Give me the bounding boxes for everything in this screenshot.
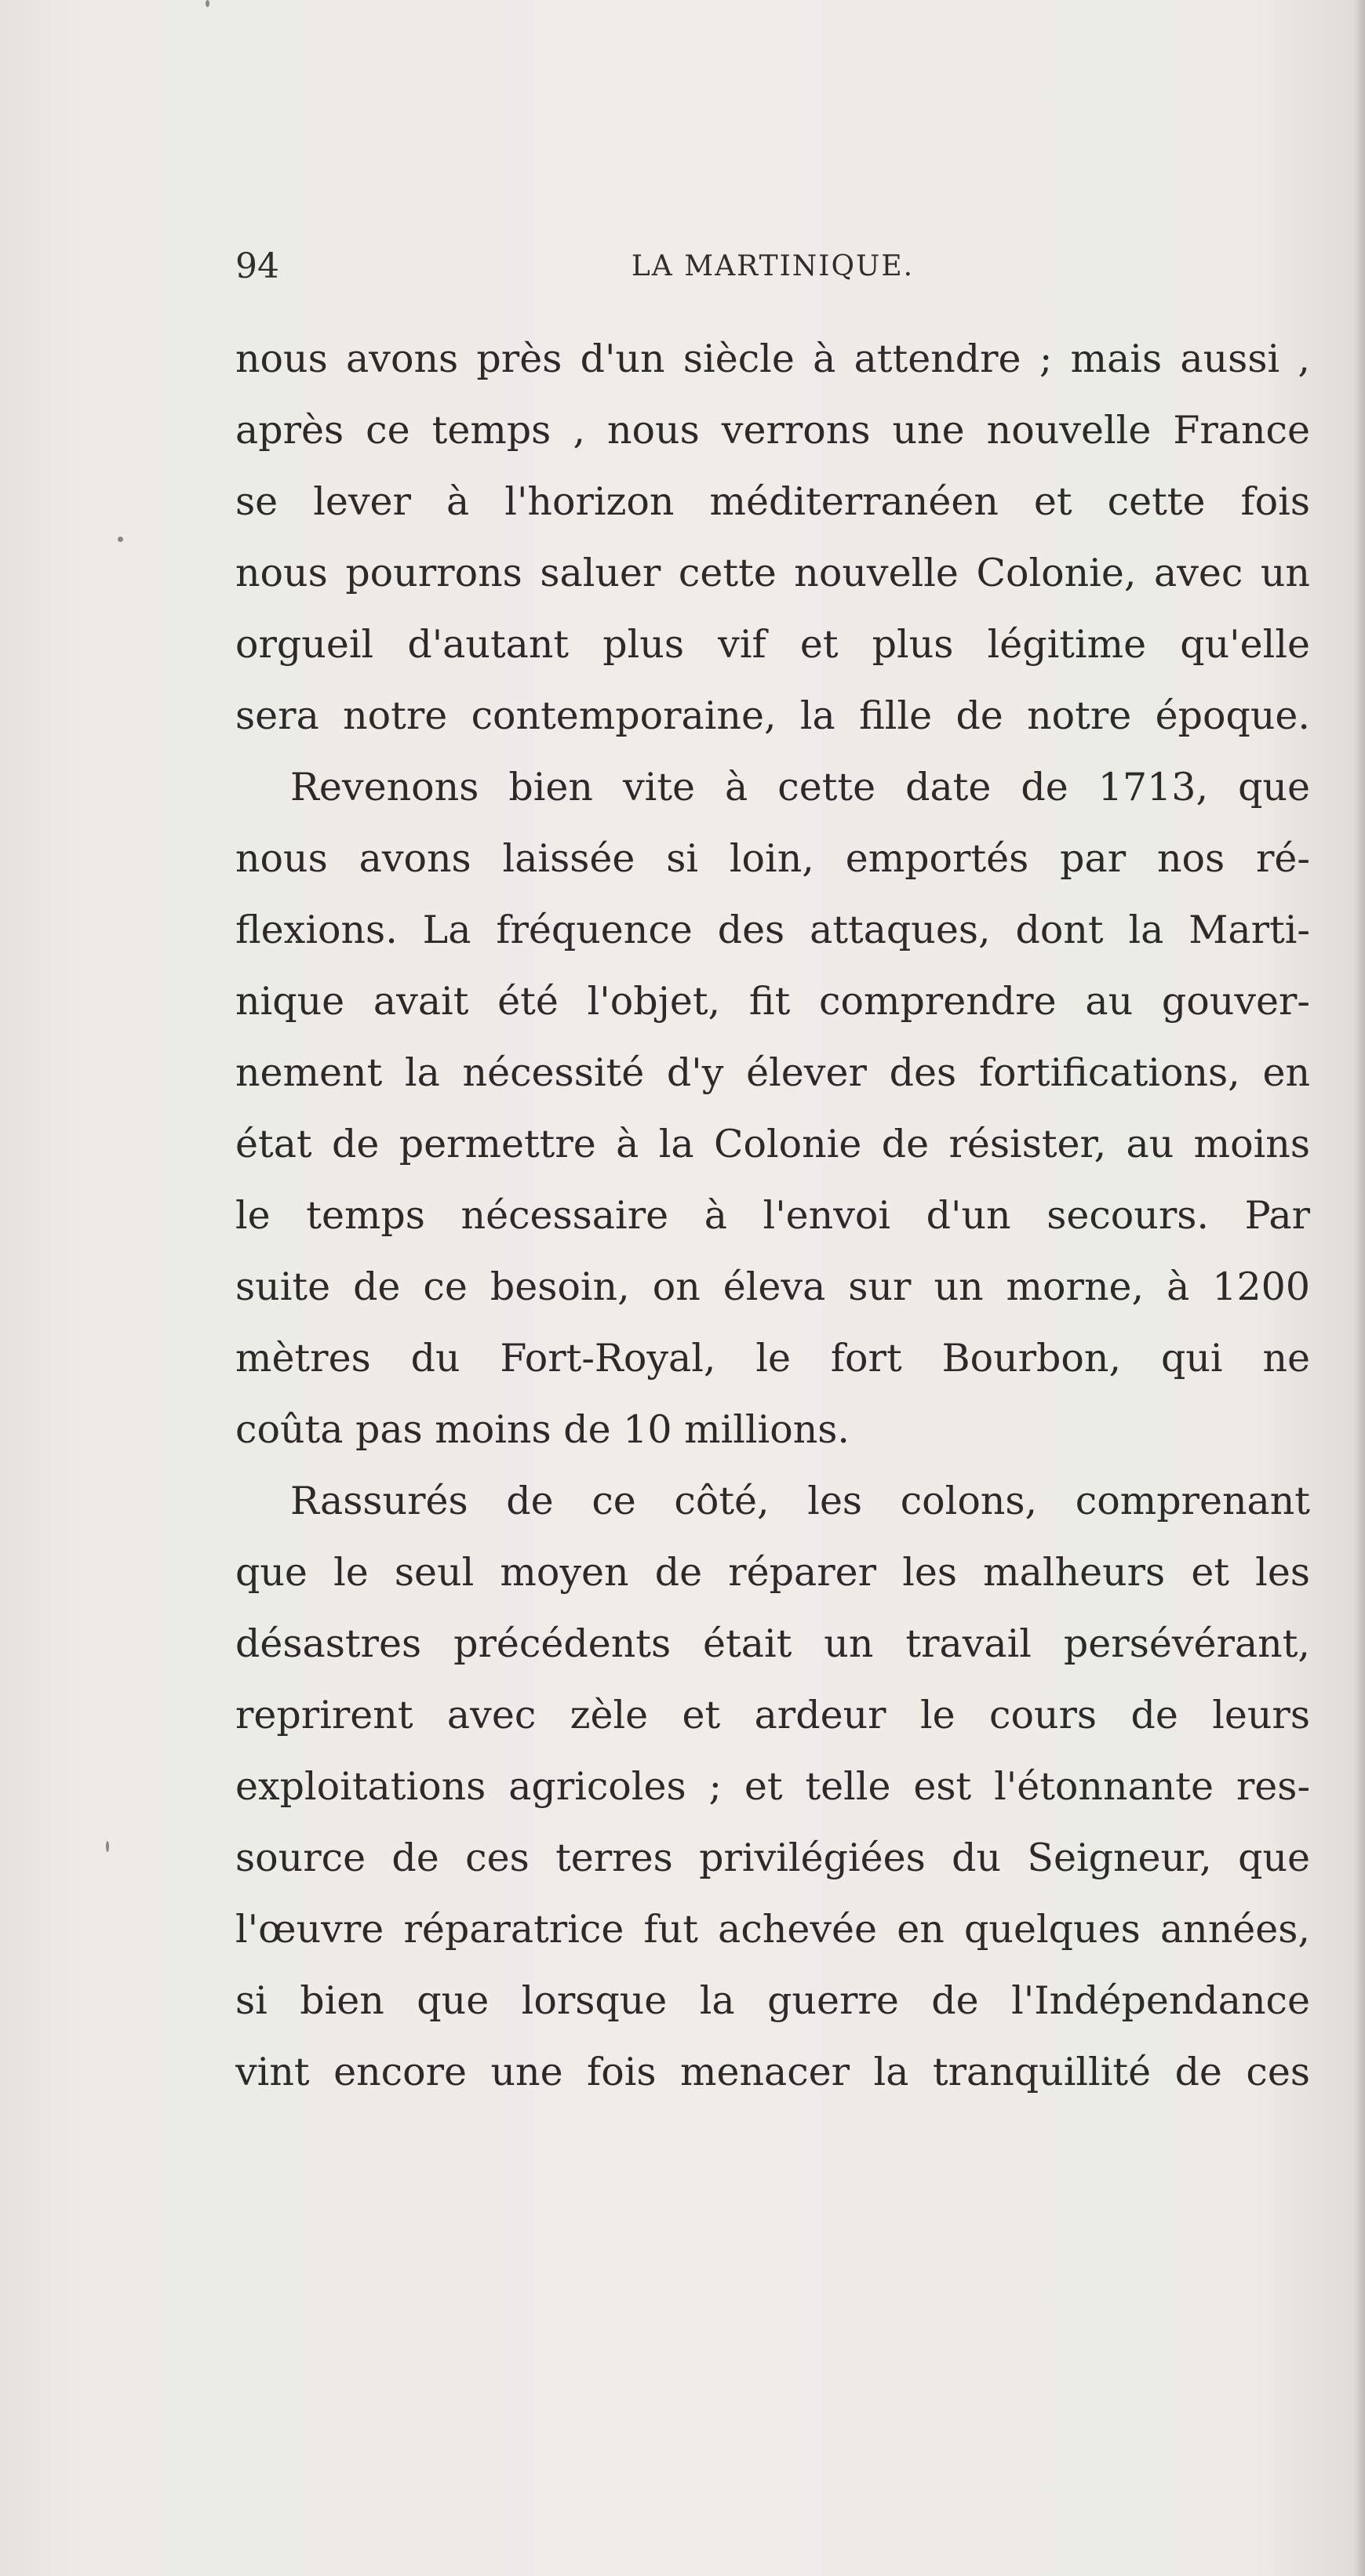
text-line: sera notre contemporaine, la fille de notre époque. (235, 693, 1310, 738)
page-edge-shadow (1354, 0, 1365, 2576)
text-line: flexions. La fréquence des attaques, dont la Marti- (235, 908, 1310, 952)
text-line: après ce temps , nous verrons une nouvelle France (235, 408, 1310, 453)
text-line: nous pourrons saluer cette nouvelle Colonie, avec un (235, 551, 1310, 595)
paper-speck (106, 1841, 109, 1852)
text-line: état de permettre à la Colonie de résister, au moins (235, 1122, 1310, 1166)
text-line: coûta pas moins de 10 millions. (235, 1407, 850, 1452)
text-line: reprirent avec zèle et ardeur le cours de leurs (235, 1693, 1310, 1737)
text-line: vint encore une fois menacer la tranquillité de ces (235, 2050, 1310, 2094)
text-line: l'œuvre réparatrice fut achevée en quelques années, (235, 1907, 1310, 1952)
text-line: nous avons laissée si loin, emportés par nos ré- (235, 836, 1310, 881)
text-line: suite de ce besoin, on éleva sur un morne, à 1200 (235, 1264, 1310, 1309)
page-number: 94 (235, 246, 279, 286)
text-line: se lever à l'horizon méditerranéen et cette fois (235, 479, 1310, 524)
text-line: exploitations agricoles ; et telle est l'étonnante res- (235, 1764, 1310, 1809)
text-line: désastres précédents était un travail persévérant, (235, 1621, 1310, 1666)
text-line: nous avons près d'un siècle à attendre ; mais aussi , (235, 337, 1310, 381)
text-line: Revenons bien vite à cette date de 1713, que (290, 765, 1310, 810)
text-line: que le seul moyen de réparer les malheurs et les (235, 1550, 1310, 1595)
running-head: LA MARTINIQUE. (631, 250, 915, 282)
paper-speck (118, 537, 123, 542)
text-line: mètres du Fort-Royal, le fort Bourbon, qui ne (235, 1336, 1310, 1381)
text-line: le temps nécessaire à l'envoi d'un secours. Par (235, 1193, 1310, 1238)
text-line: nement la nécessité d'y élever des fortifications, en (235, 1050, 1310, 1095)
paper-speck (206, 0, 209, 7)
text-line: orgueil d'autant plus vif et plus légitime qu'elle (235, 622, 1310, 667)
body-text (235, 323, 1310, 2108)
text-line: source de ces terres privilégiées du Seigneur, que (235, 1836, 1310, 1880)
text-line: Rassurés de ce côté, les colons, comprenant (290, 1479, 1310, 1523)
page-header (235, 243, 1310, 290)
text-line: si bien que lorsque la guerre de l'Indépendance (235, 1978, 1310, 2023)
text-line: nique avait été l'objet, fit comprendre au gouver- (235, 979, 1310, 1024)
